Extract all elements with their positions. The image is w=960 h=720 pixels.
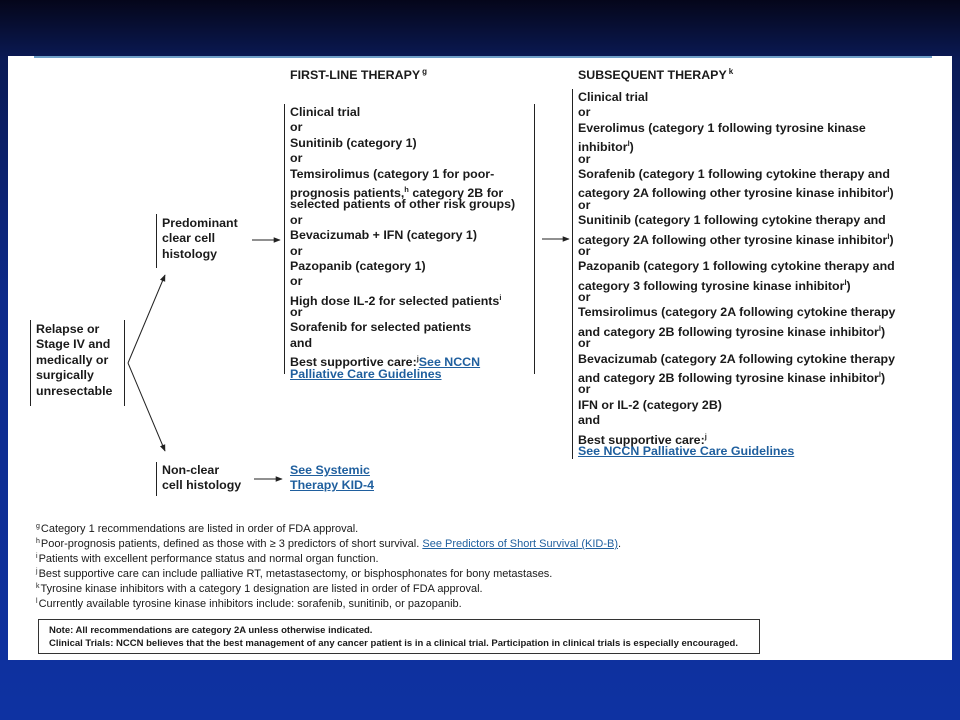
subsequent-item: or xyxy=(578,382,591,397)
first-line-item-text: category 2B for xyxy=(408,185,504,200)
footnote-text: Tyrosine kinase inhibitors with a category 1 designation are listed in order of FDA approval. xyxy=(40,583,483,595)
first-line-item: or xyxy=(290,212,303,227)
start-node-line: Stage IV and xyxy=(36,337,111,352)
subsequent-item: or xyxy=(578,290,591,305)
predictors-link[interactable]: See Predictors of Short Survival (KID-B) xyxy=(422,538,618,550)
first-line-item: or xyxy=(290,305,303,320)
systemic-therapy-link[interactable]: Therapy KID-4 xyxy=(290,478,374,493)
subsequent-item: or xyxy=(578,197,591,212)
subsequent-item-text: ) xyxy=(889,186,894,201)
systemic-therapy-link[interactable]: See Systemic xyxy=(290,463,370,477)
footnote-ref: j xyxy=(416,354,419,364)
subsequent-item: IFN or IL-2 (category 2B) xyxy=(578,397,722,412)
first-line-item: or xyxy=(290,120,303,135)
subsequent-item: Bevacizumab (category 2A following cytokine therapy xyxy=(578,351,895,366)
first-line-item: or xyxy=(290,243,303,258)
note-line: Note: All recommendations are category 2A unless otherwise indicated. xyxy=(49,625,373,636)
subsequent-item-text: inhibitor xyxy=(578,140,628,155)
subsequent-item-text: ) xyxy=(880,371,886,386)
subsequent-item: and xyxy=(578,413,601,428)
subsequent-item: or xyxy=(578,243,591,258)
first-line-item: Pazopanib (category 1) xyxy=(290,258,426,273)
footnote-mark: k xyxy=(36,583,40,590)
subsequent-item: or xyxy=(578,336,591,351)
footnote-text: Category 1 recommendations are listed in order of FDA approval. xyxy=(40,523,359,535)
subsequent-item: Temsirolimus (category 2A following cytokine therapy xyxy=(578,305,896,320)
footnote-mark: h xyxy=(36,538,40,545)
footnote-ref: j xyxy=(704,431,707,441)
footnote-text: Best supportive care can include palliative RT, metastasectomy, or bisphosphonates for bony metastases. xyxy=(38,568,553,580)
subsequent-item-text: ) xyxy=(880,324,886,339)
start-node-line: medically or xyxy=(36,352,109,367)
footnote-ref: l xyxy=(627,139,630,149)
first-line-item: Temsirolimus (category 1 for poor- xyxy=(290,166,495,181)
footnote-ref: l xyxy=(844,277,847,287)
footnote-text: Patients with excellent performance status and normal organ function. xyxy=(38,553,379,565)
footnote-mark: i xyxy=(36,553,38,560)
branch-clear-line: Predominant xyxy=(162,216,238,230)
footnote-mark: j xyxy=(36,568,38,575)
note-box xyxy=(38,619,760,654)
subsequent-item: or xyxy=(578,105,591,120)
arrow-to-non-clear xyxy=(128,363,165,451)
first-line-item: Bevacizumab + IFN (category 1) xyxy=(290,228,477,243)
subsequent-item-text: ) xyxy=(889,232,894,247)
subsequent-item-text: and category 2B following tyrosine kinase inhibitor xyxy=(578,371,879,386)
arrow-to-clear-cell xyxy=(128,275,165,363)
subsequent-item-text: Best supportive care: xyxy=(578,432,705,447)
footnote-ref: l xyxy=(887,231,890,241)
subsequent-header-footnote: k xyxy=(728,67,734,76)
footnote-ref: l xyxy=(878,323,881,333)
first-line-item-text: prognosis patients, xyxy=(290,185,405,200)
first-line-item: Sorafenib for selected patients xyxy=(290,320,472,335)
footnote-ref: h xyxy=(404,184,409,194)
palliative-care-link[interactable]: See NCCN xyxy=(418,355,481,370)
subsequent-header-text: SUBSEQUENT THERAPY xyxy=(578,68,727,82)
subsequent-item: or xyxy=(578,151,591,166)
footnote-text: . xyxy=(618,538,622,550)
first-line-item-text: Best supportive care: xyxy=(290,355,417,370)
slide-panel xyxy=(8,56,952,660)
start-node-line: surgically xyxy=(36,368,94,383)
branch-clear-line: clear cell xyxy=(162,231,216,246)
footnote-ref: l xyxy=(878,370,881,380)
footnote-text: Poor-prognosis patients, defined as those with ≥ 3 predictors of short survival. xyxy=(40,538,420,550)
palliative-care-link[interactable]: See NCCN Palliative Care Guidelines xyxy=(578,443,795,458)
subsequent-item-text: category 3 following tyrosine kinase inhibitor xyxy=(578,278,845,293)
start-node-line: Relapse or xyxy=(36,322,100,336)
footnote-mark: l xyxy=(36,598,38,605)
footnote-mark: g xyxy=(36,523,40,530)
palliative-care-link[interactable]: Palliative Care Guidelines xyxy=(290,366,442,381)
subsequent-item-text: and category 2B following tyrosine kinase inhibitor xyxy=(578,324,879,339)
subsequent-item: Everolimus (category 1 following tyrosine kinase xyxy=(578,120,866,135)
subsequent-item: Clinical trial xyxy=(578,90,649,104)
first-line-item: or xyxy=(290,274,303,289)
branch-nonclear-line: Non-clear xyxy=(162,463,220,477)
subsequent-item: Sorafenib (category 1 following cytokine therapy and xyxy=(578,166,890,181)
subsequent-item: Sunitinib (category 1 following cytokine therapy and xyxy=(578,213,886,228)
branch-nonclear-line: cell histology xyxy=(162,478,242,493)
subsequent-item-text: category 2A following other tyrosine kinase inhibitor xyxy=(578,186,888,201)
subsequent-item: Pazopanib (category 1 following cytokine therapy and xyxy=(578,259,895,274)
first-line-header-text: FIRST-LINE THERAPY xyxy=(290,68,421,82)
first-line-item: or xyxy=(290,151,303,166)
footnote-ref: l xyxy=(887,185,890,195)
first-line-item: selected patients of other risk groups) xyxy=(290,197,516,212)
first-line-item: Clinical trial xyxy=(290,105,361,119)
footnote-text: Currently available tyrosine kinase inhibitors include: sorafenib, sunitinib, or pazopanib. xyxy=(38,598,462,610)
footnote-ref: i xyxy=(499,292,502,302)
subsequent-item-text: ) xyxy=(846,278,851,293)
branch-clear-line: histology xyxy=(162,246,218,261)
subsequent-item-text: ) xyxy=(629,140,634,155)
first-line-header-footnote: g xyxy=(422,67,427,76)
subsequent-item-text: category 2A following other tyrosine kinase inhibitor xyxy=(578,232,888,247)
first-line-item-text: High dose IL-2 for selected patients xyxy=(290,293,500,308)
start-node-line: unresectable xyxy=(36,383,113,398)
first-line-item: and xyxy=(290,335,313,350)
footnote-l xyxy=(36,595,462,612)
clinical-trials-note: Clinical Trials: NCCN believes that the best management of any cancer patient is in a clinical trial. Participation in clinical trials is especially encouraged. xyxy=(49,638,738,649)
first-line-item: Sunitinib (category 1) xyxy=(290,135,417,150)
